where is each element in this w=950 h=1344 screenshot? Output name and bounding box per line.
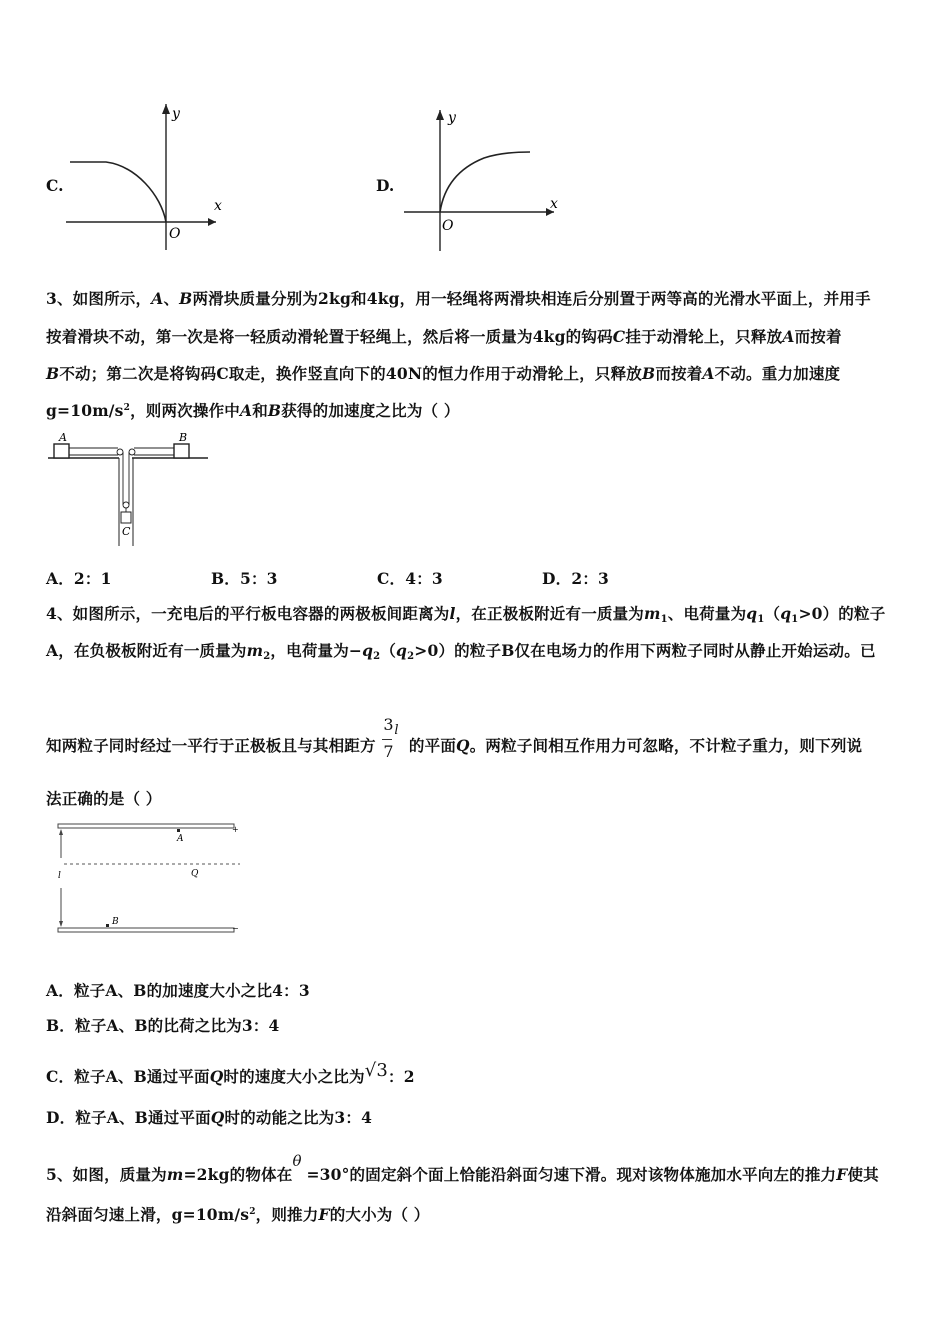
q4-fig-label-l: l	[58, 871, 61, 881]
option-d-label: D.	[376, 176, 395, 195]
q5-line-2: 沿斜面匀速上滑，$g=10m/s^2$，则推力F的大小为（ ）	[46, 1205, 430, 1224]
q4-line-4: 法正确的是（ ）	[46, 789, 162, 808]
q3-line-3: B不动；第二次是将钩码C取走，换作竖直向下的40N的恒力作用于动滑轮上，只释放B而按着A不动。重力加速度	[46, 364, 841, 383]
q3-pulley-figure	[44, 428, 214, 548]
q4-line-2: A，在负极板附近有一质量为$m_2$，电荷量为$-q_2(q_2>0)$的粒子B仅在电场力的作用下两粒子同时从静止开始运动。已	[46, 641, 876, 662]
graph-c-svg	[66, 100, 256, 260]
q4-line-3: 知两粒子同时经过一平行于正极板且与其相距方 3 7 l 的平面Q。两粒子间相互作用力可忽略，不计粒子重力，则下列说	[46, 725, 862, 765]
option-c-graph[interactable]	[46, 100, 246, 260]
q4-fig-label-a: A	[177, 834, 184, 844]
q3-fig-label-b: B	[179, 431, 188, 444]
q3-fig-label-c: C	[122, 525, 131, 538]
theta-symbol: θ	[292, 1152, 302, 1170]
q4-option-a[interactable]: A．粒子A、B的加速度大小之比4：3	[46, 981, 310, 1000]
q4-fig-label-q: Q	[191, 869, 199, 879]
q3-option-d[interactable]: D．2：3	[542, 569, 610, 588]
q4-option-c[interactable]: C．粒子A、B通过平面Q时的速度大小之比为√3：2	[46, 1060, 415, 1086]
q4-capacitor-figure	[54, 818, 244, 942]
q3-line-2: 按着滑块不动，第一次是将一轻质动滑轮置于轻绳上，然后将一质量为4kg的钩码C挂于动滑轮上，只释放A而按着	[46, 327, 842, 346]
graph-c-origin-label: O	[169, 226, 181, 242]
q4-fig-plus: +	[232, 825, 239, 834]
graph-d-y-label: y	[448, 110, 456, 126]
q3-line-1: 3、如图所示，A、B两滑块质量分别为2kg和4kg，用一轻绳将两滑块相连后分别置于两等高的光滑水平面上，并用手	[46, 289, 871, 308]
q3-option-a[interactable]: A．2：1	[46, 569, 112, 588]
q3-line-4: $g=10m/s^2$，则两次操作中A和B获得的加速度之比为（ ）	[46, 401, 460, 420]
graph-c-y-label: y	[172, 106, 180, 122]
q4-option-d[interactable]: D．粒子A、B通过平面Q时的动能之比为3：4	[46, 1108, 373, 1127]
q4-fig-minus: −	[232, 924, 239, 933]
q3-option-c[interactable]: C．4：3	[377, 569, 443, 588]
q3-option-b[interactable]: B．5：3	[211, 569, 278, 588]
q4-line-1: 4、如图所示，一充电后的平行板电容器的两极板间距离为l，在正极板附近有一质量为$m_1$、电荷量为$q_1(q_1>0)$的粒子	[46, 604, 886, 625]
option-d-graph[interactable]	[376, 100, 576, 260]
sqrt-3: √3	[364, 1060, 389, 1081]
graph-c-x-label: x	[214, 198, 222, 214]
graph-d-svg	[404, 106, 564, 256]
q4-option-b[interactable]: B．粒子A、B的比荷之比为3：4	[46, 1016, 280, 1035]
graph-d-origin-label: O	[442, 218, 454, 234]
q3-fig-label-a: A	[59, 431, 67, 444]
option-c-label: C.	[46, 176, 64, 195]
q4-fig-label-b: B	[112, 917, 119, 927]
fraction-3-7-l: 3 7 l	[383, 715, 399, 761]
graph-d-x-label: x	[550, 196, 558, 212]
q5-line-1: 5、如图，质量为m=2kg的物体在θ=30°的固定斜个面上恰能沿斜面匀速下滑。现对该物体施加水平向左的推力F使其	[46, 1152, 879, 1184]
